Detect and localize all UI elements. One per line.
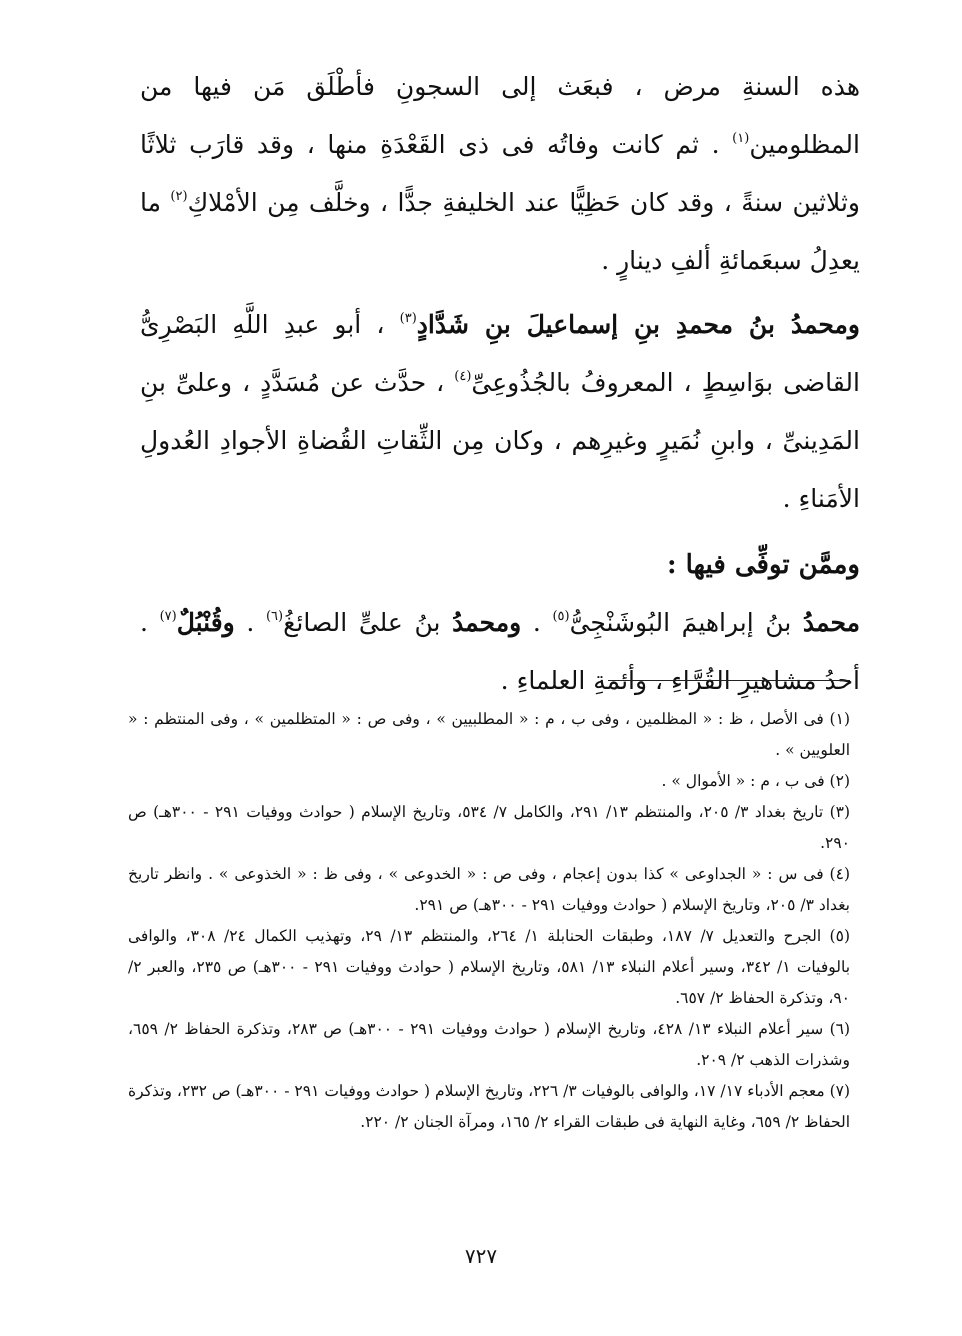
paragraph-1-text-c: ما يعدِلُ سبعَمائةِ ألفِ دينارٍ . [140,188,860,275]
separator-2: . [234,608,266,637]
footnotes [128,704,850,1138]
entry-name-3: ومحمدُ [452,608,522,637]
section-heading: وممَّن توفِّى فيها : [666,550,860,580]
footnote-1: (١) فى الأصل ، ظ : « المظلمين ، وفى ب ، م : « المطلبيين » ، وفى ص : « المتظلمين » ، وفى المنتظم : « العلويين » . [128,710,850,759]
footnote-7: (٧) معجم الأدباء ١٧/ ١٧، والوافى بالوفيات ٣/ ٢٢٦، وتاريخ الإسلام ( حوادث ووفيات ٢٩١ - ٣٠٠هـ) ص ٢٣٢، وتذكرة الحفاظ ٢/ ٦٥٩، وغاية النهاية فى طبقات القراء ٢/ ١٦٥، ومرآة الجنان ٢/ ٢٢٠. [128,1082,851,1131]
footnote-divider [608,680,850,681]
paragraph-3 [140,594,860,710]
footnote-5: (٥) الجرح والتعديل ٧/ ١٨٧، وطبقات الحنابلة ١/ ٢٦٤، والمنتظم ١٣/ ٢٩، وتهذيب الكمال ٢٤/ ٣٠٨، والوافى بالوفيات ١/ ٣٤٢، وسير أعلام النبلاء ١٣/ ٥٨١، وتاريخ الإسلام ( حوادث ووفيات ٢٩١ - ٣٠٠هـ) ص ٢٣٥، والعبر ٢/ ٩٠، وتذكرة الحفاظ ٢/ ٦٥٧. [128,927,851,1007]
footnote-2: (٢) فى ب ، م : « الأموال » . [661,772,850,790]
footnote-ref-2[interactable]: (٢) [170,189,188,204]
entry-name-1: ومحمدُ بنُ محمدِ بنِ إسماعيلَ بنِ شَدَّادٍ [416,310,860,339]
page-number: ٧٢٧ [464,1244,498,1268]
footnote-4: (٤) فى س : « الجداوعى » كذا بدون إعجام ، وفى ص : « الخدوعى » ، وفى ظ : « الخذوعى » . وانظر تاريخ بغداد ٣/ ٢٠٥، وتاريخ الإسلام ( حوادث ووفيات ٢٩١ - ٣٠٠هـ) ص ٢٩١. [128,865,850,914]
paragraph-1-text-b: . ثم كانت وفاتُه فى ذى القَعْدَةِ منها ، وقد قارَب ثلاثًا وثلاثين سنةً ، وقد كان حَظِيًّا عند الخليفةِ جدًّا ، وخلَّف مِن الأمْلاكِ [140,130,860,217]
footnote-ref-5[interactable]: (٥) [552,609,570,624]
separator-1: . [521,608,553,637]
footnote-ref-4[interactable]: (٤) [454,369,472,384]
footnote-ref-7[interactable]: (٧) [159,609,177,624]
footnote-ref-3[interactable]: (٣) [399,311,417,326]
paragraph-2 [140,296,860,528]
footnote-6: (٦) سير أعلام النبلاء ١٣/ ٤٢٨، وتاريخ الإسلام ( حوادث ووفيات ٢٩١ - ٣٠٠هـ) ص ٢٨٣، وتذكرة الحفاظ ٢/ ٦٥٩، وشذرات الذهب ٢/ ٢٠٩. [128,1020,851,1069]
entry-name-2: محمدُ [802,608,861,637]
paragraph-1-text-a: هذه السنةِ مرض ، فبعَث إلى السجونِ فأطْلَق مَن فيها من المظلومين [140,72,860,159]
footnote-3: (٣) تاريخ بغداد ٣/ ٢٠٥، والمنتظم ١٣/ ٢٩١، والكامل ٧/ ٥٣٤، وتاريخ الإسلام ( حوادث ووفيات ٢٩١ - ٣٠٠هـ) ص ٢٩٠. [128,803,851,852]
paragraph-3-text-2: بنُ علىٍّ الصائغُ [283,608,453,637]
paragraph-2-text-a: ، أبو عبدِ اللَّهِ البَصْرِىُّ القاضى بوَاسِطٍ ، المعروفُ بالجُذُوعِىِّ [140,310,860,397]
paragraph-3-text-3: . أحدُ مشاهيرِ القُرَّاءِ ، وأئمةِ العلماءِ . [140,608,860,695]
footnote-ref-1[interactable]: (١) [732,131,750,146]
entry-name-4: وقُنْبُلٌ [176,608,235,637]
paragraph-3-text-1: بنُ إبراهيمَ البُوشَنْجِىُّ [569,608,803,637]
paragraph-1 [140,58,860,290]
main-text [140,58,860,710]
paragraph-2-text-b: ، حدَّث عن مُسَدَّدٍ ، وعلىِّ بنِ المَدِينىِّ ، وابنِ نُمَيرٍ وغيرِهم ، وكان مِن الثِّقاتِ القُضاةِ الأجوادِ العُدولِ الأمَناءِ . [140,368,860,513]
footnote-ref-6[interactable]: (٦) [265,609,284,624]
